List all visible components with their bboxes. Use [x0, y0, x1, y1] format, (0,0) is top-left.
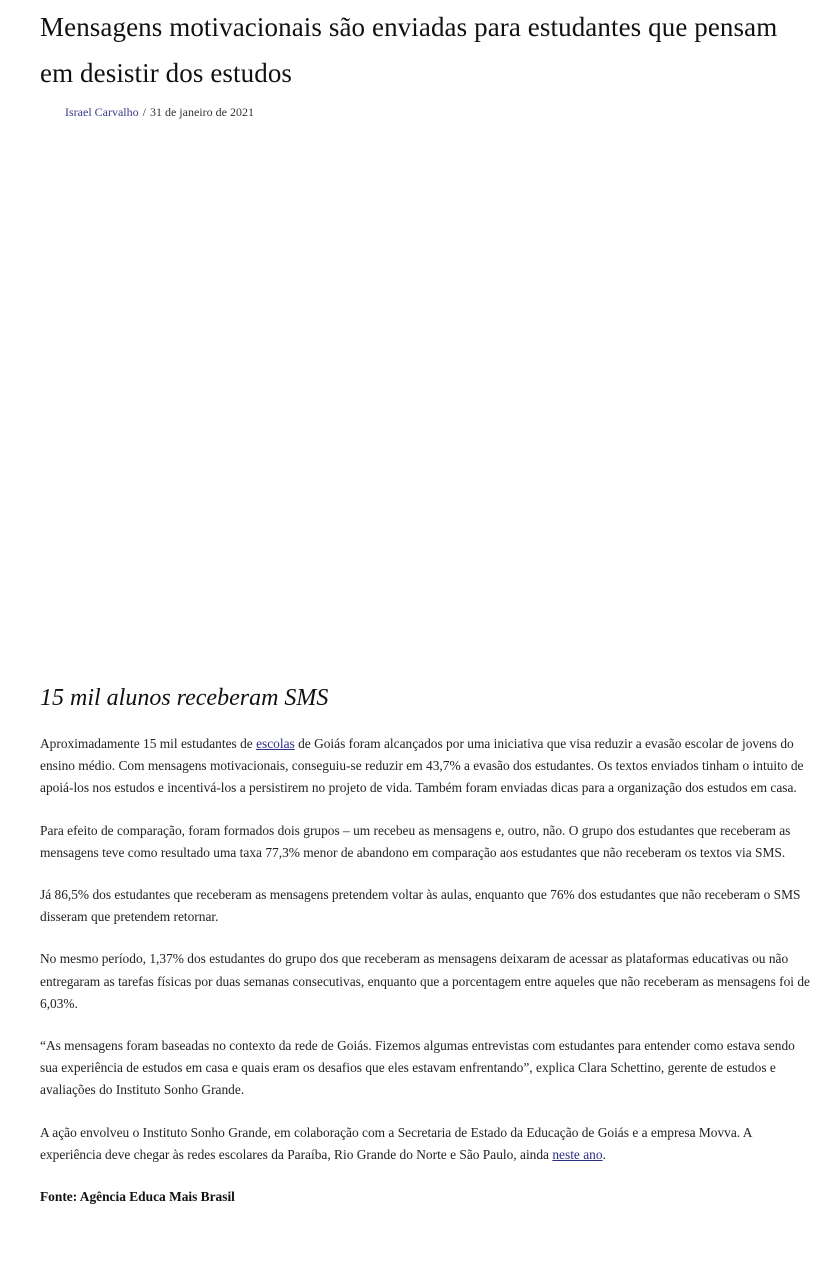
paragraph-text: A ação envolveu o Instituto Sonho Grande, em colaboração com a Secretaria de Estado da Educação de Goiás e a empresa Movva. A experiência deve chegar às redes escolares da Paraíba, Rio Grande do Norte e São Paulo, ainda [40, 1124, 752, 1162]
body-paragraph: Para efeito de comparação, foram formados dois grupos – um recebeu as mensagens e, outro, não. O grupo dos estudantes que receberam as mensagens teve como resultado uma taxa 77,3% menor de abandono em comparação aos estudantes que não receberam os textos via SMS. [40, 822, 791, 860]
paragraph-text: . [602, 1146, 606, 1162]
body-paragraph: Já 86,5% dos estudantes que receberam as mensagens pretendem voltar às aulas, enquanto que 76% dos estudantes que não receberam o SMS disseram que pretendem retornar. [40, 887, 801, 925]
quote-paragraph: “As mensagens foram baseadas no contexto da rede de Goiás. Fizemos algumas entrevistas com estudantes para entender como estava sendo sua experiência de estudos em casa e quais eram os desafios que eles estavam enfrentando”, explica Clara Schettino, gerente de estudos e avaliações do Instituto Sonho Grande. [40, 1038, 795, 1098]
article-subheading: 15 mil alunos receberam SMS [40, 685, 329, 711]
paragraph-text: Aproximadamente 15 mil estudantes de [40, 736, 257, 751]
escolas-link[interactable]: escolas [256, 736, 295, 751]
body-paragraph: No mesmo período, 1,37% dos estudantes do grupo dos que receberam as mensagens deixaram de acessar as plataformas educativas ou não entregaram as tarefas físicas por duas semanas consecutivas, enquanto que a porcentagem entre aqueles que não receberam as mensagens foi de 6,03%. [40, 951, 811, 1011]
article [40, 0, 810, 1208]
featured-image-area [40, 120, 810, 683]
publish-date: 31 de janeiro de 2021 [149, 105, 254, 119]
body-paragraph [40, 733, 810, 800]
neste-ano-link[interactable]: neste ano [552, 1146, 603, 1162]
paragraph-text: de Goiás foram alcançados por uma iniciativa que visa reduzir a evasão escolar de jovens do ensino médio. Com mensagens motivacionais, conseguiu-se reduzir em 43,7% a evasão dos estudantes. Os textos enviados tinham o intuito de apoiá-los nos estudos e incentivá-los a persistirem no projeto de vida. Também foram enviadas dicas para a organização dos estudos em casa. [40, 736, 804, 796]
meta-separator: / [142, 105, 146, 119]
body-paragraph [40, 1122, 810, 1166]
article-source: Fonte: Agência Educa Mais Brasil [40, 1189, 235, 1205]
article-title: Mensagens motivacionais são enviadas para estudantes que pensam em desistir dos estudos [40, 12, 778, 88]
article-meta [40, 104, 810, 120]
article-body [40, 733, 810, 1166]
author-link[interactable]: Israel Carvalho [65, 105, 139, 119]
